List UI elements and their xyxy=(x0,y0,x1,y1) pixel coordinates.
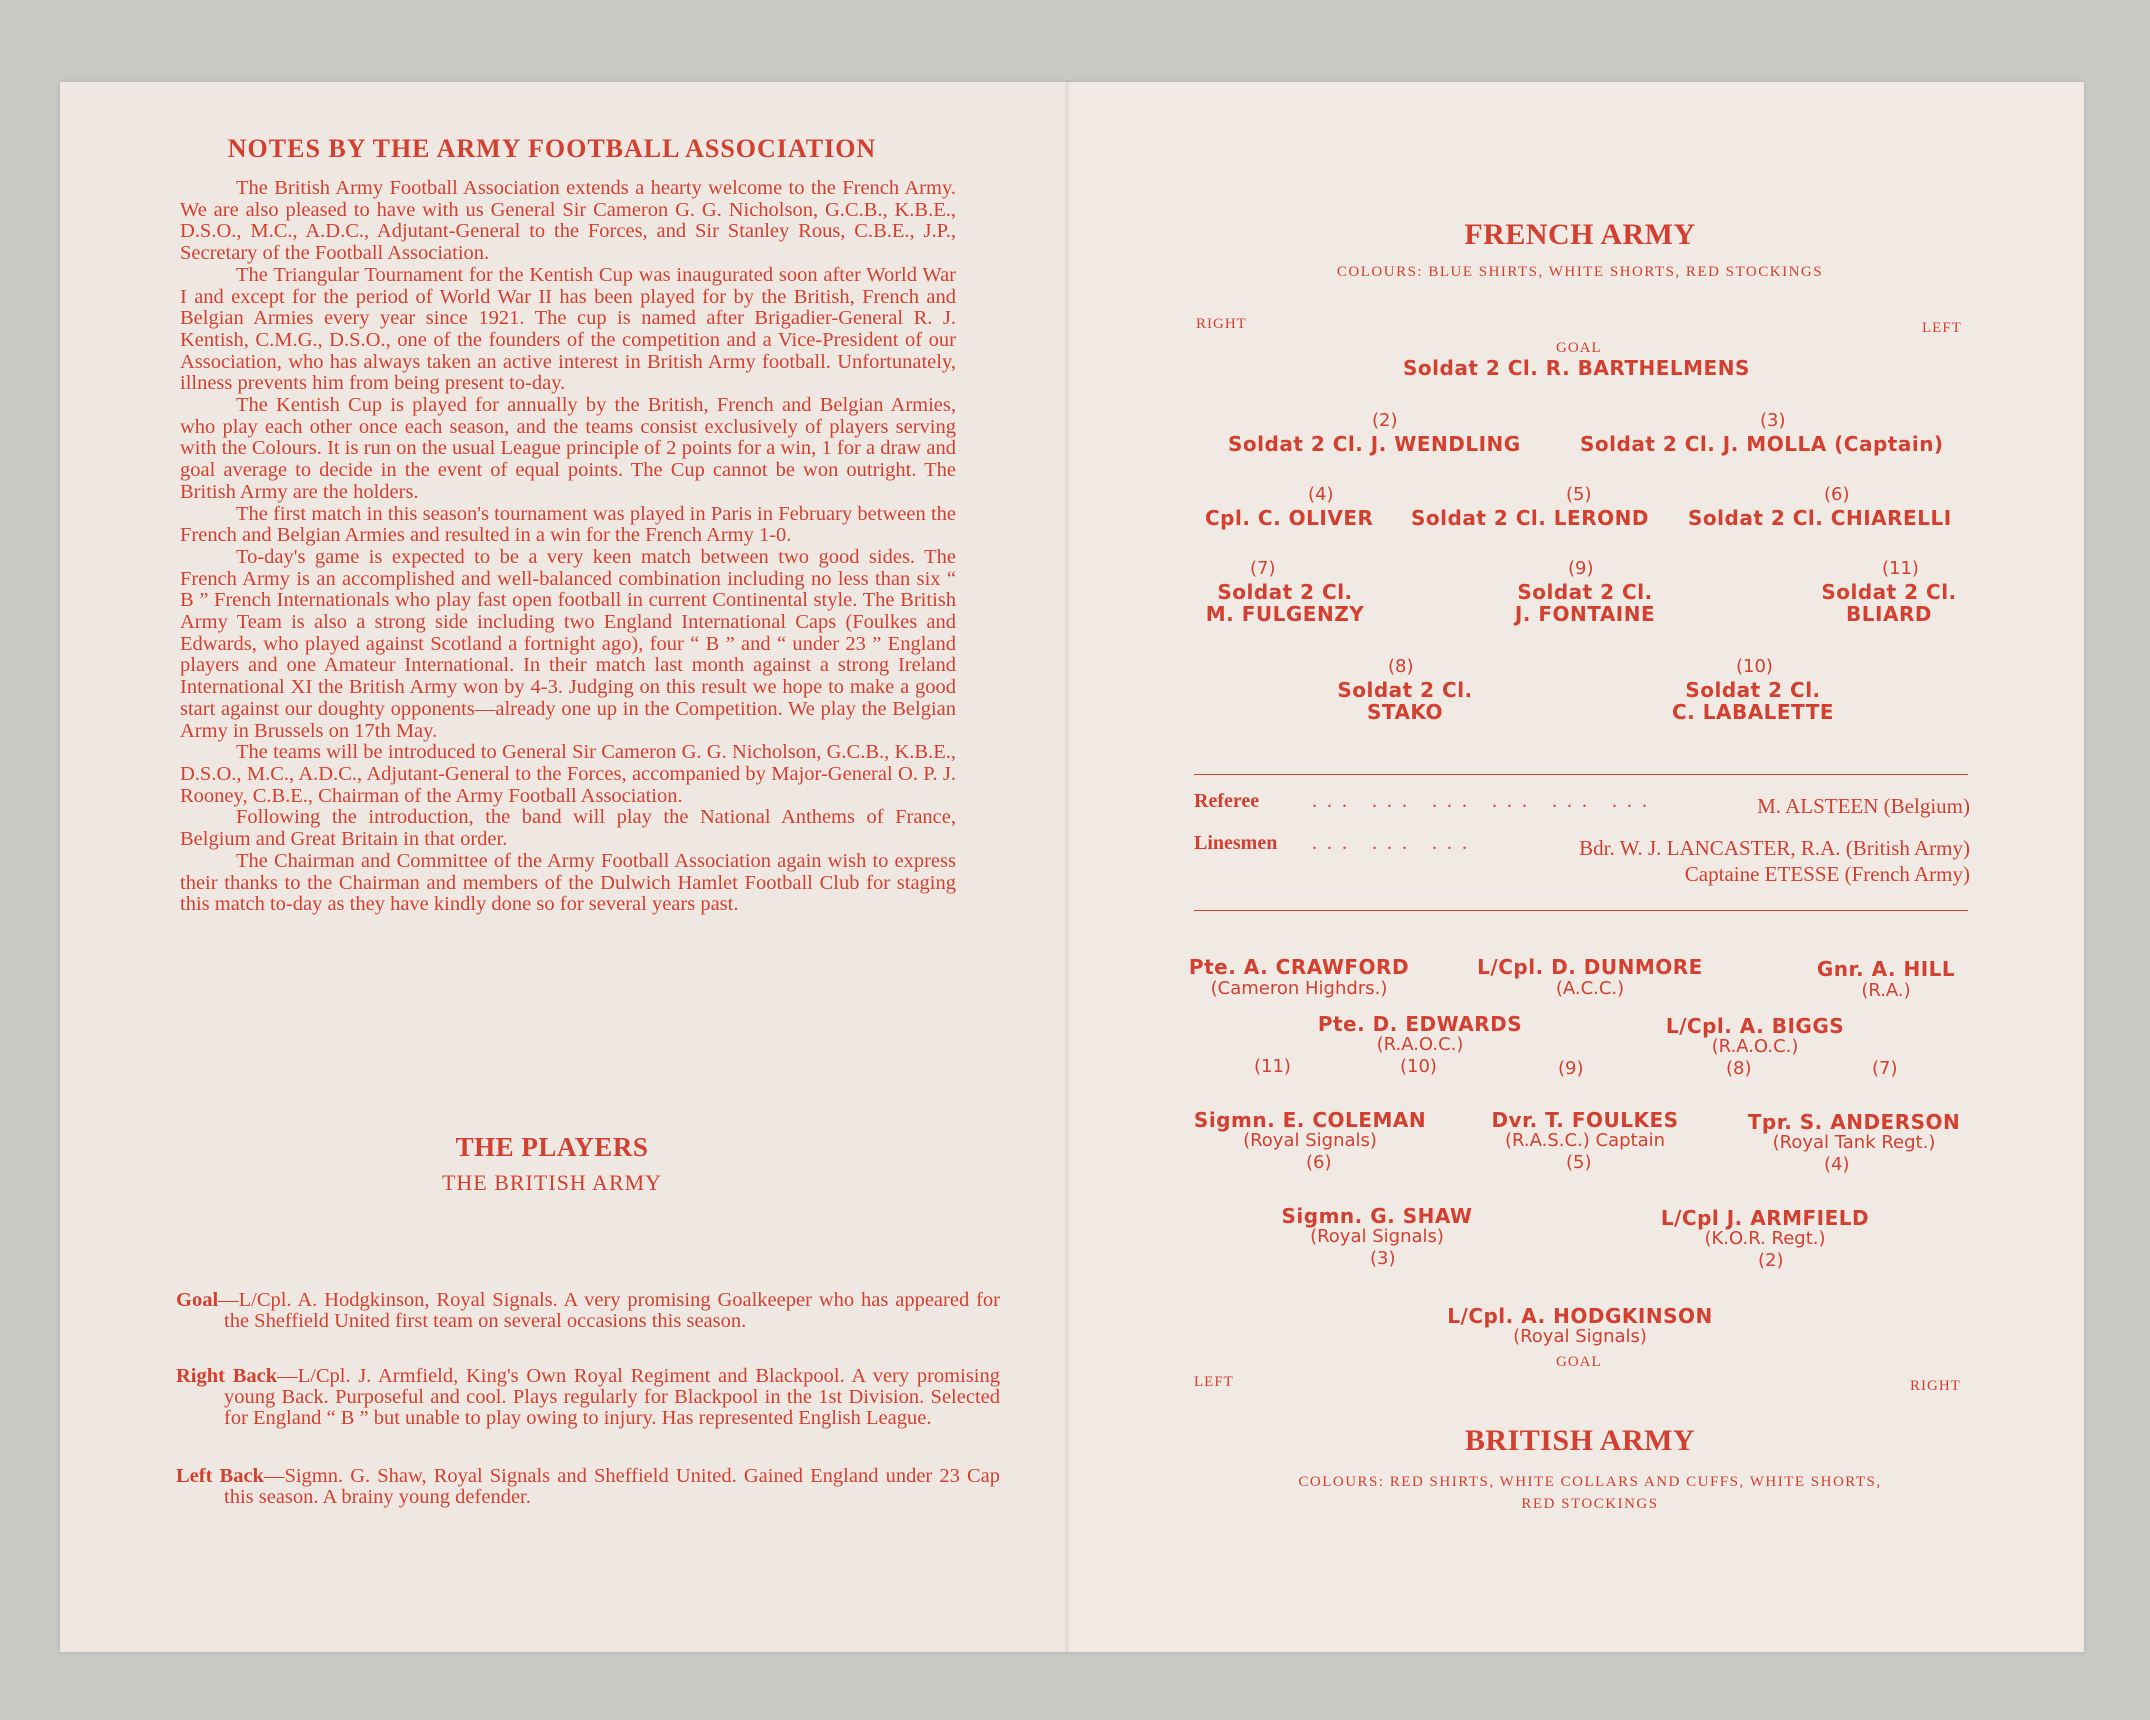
french-colours: COLOURS: BLUE SHIRTS, WHITE SHORTS, RED STOCKINGS xyxy=(1336,264,1824,280)
position-number: (10) xyxy=(1400,1056,1437,1077)
british-unit-armfield: (K.O.R. Regt.) xyxy=(1704,1228,1826,1249)
british-player-armfield: L/Cpl J. ARMFIELD xyxy=(1660,1206,1870,1230)
french-player-8-name: STAKO xyxy=(1366,700,1444,724)
linesman-1: Bdr. W. J. LANCASTER, R.A. (British Army) xyxy=(1579,836,1970,860)
left-label: LEFT xyxy=(1922,320,1962,336)
position-number: (7) xyxy=(1250,558,1276,579)
notes-paragraph: The Kentish Cup is played for annually by the British, French and Belgian Armies, who play each other once each season, and the teams consist exclusively of players serving with the Colours. It is run on the usual League principle of 2 points for a win, 1 for a draw and goal average to decide in the event of equal points. The Cup cannot be won outright. The British Army are the holders. xyxy=(180,394,956,503)
player-desc: —L/Cpl. J. Armfield, King's Own Royal Regiment and Blackpool. A very promising young Back. Purposeful and cool. Plays regularly for Blackpool in the 1st Division. Selected for England “ B ” but unable to play owing to injury. Has represented English League. xyxy=(224,1365,1000,1429)
referee-label: Referee xyxy=(1194,790,1260,812)
referee-name: M. ALSTEEN (Belgium) xyxy=(1757,794,1970,818)
french-player-4: Cpl. C. OLIVER xyxy=(1205,506,1374,530)
french-player-9-name: J. FONTAINE xyxy=(1514,602,1656,626)
position-number: (4) xyxy=(1824,1154,1850,1175)
position-number: (6) xyxy=(1306,1152,1332,1173)
british-player-shaw: Sigmn. G. SHAW xyxy=(1281,1204,1473,1228)
notes-paragraph: Following the introduction, the band will play the National Anthems of France, Belgium and Great Britain in that order. xyxy=(180,806,956,851)
notes-paragraph: The Triangular Tournament for the Kentish Cup was inaugurated soon after World War I and except for the period of World War II has been played for by the British, French and Belgian Armies every year since 1921. The cup is named after Brigadier-General R. J. Kentish, C.M.G., D.S.O., one of the founders of the competition and a Vice-President of our Association, who has always taken an active interest in British Army football. Unfortunately, illness prevents him from being present to-day. xyxy=(180,263,956,395)
french-player-5: Soldat 2 Cl. LEROND xyxy=(1411,506,1649,530)
french-player-7-name: M. FULGENZY xyxy=(1205,602,1365,626)
british-army-title: BRITISH ARMY xyxy=(1464,1424,1696,1457)
right-label-british: RIGHT xyxy=(1910,1378,1961,1394)
french-goalkeeper: Soldat 2 Cl. R. BARTHELMENS xyxy=(1403,356,1750,380)
french-player-10-rank: Soldat 2 Cl. xyxy=(1685,678,1821,702)
linesmen-dots: ... ... ... xyxy=(1312,832,1477,854)
player-role: Goal xyxy=(176,1289,219,1311)
players-subtitle: THE BRITISH ARMY xyxy=(441,1170,663,1195)
goal-label-british: GOAL xyxy=(1556,1354,1602,1370)
british-unit-crawford: (Cameron Highdrs.) xyxy=(1210,978,1388,999)
british-unit-foulkes: (R.A.S.C.) Captain xyxy=(1504,1130,1666,1151)
player-role: Left Back xyxy=(176,1465,264,1487)
position-number: (9) xyxy=(1568,558,1594,579)
british-unit-coleman: (Royal Signals) xyxy=(1243,1130,1377,1151)
british-unit-hodgkinson: (Royal Signals) xyxy=(1513,1326,1647,1347)
referee-dots: ... ... ... ... ... ... xyxy=(1312,790,1657,812)
notes-paragraph: The Chairman and Committee of the Army Football Association again wish to express their thanks to the Chairman and members of the Dulwich Hamlet Football Club for staging this match to-day as they have kindly done so for several years past. xyxy=(180,849,956,916)
position-number: (6) xyxy=(1824,484,1850,505)
french-player-11-name: BLIARD xyxy=(1846,602,1932,626)
british-colours-line1: COLOURS: RED SHIRTS, WHITE COLLARS AND CUFFS, WHITE SHORTS, xyxy=(1298,1474,1882,1490)
french-player-6: Soldat 2 Cl. CHIARELLI xyxy=(1688,506,1952,530)
divider-bottom xyxy=(1194,910,1968,911)
position-number: (10) xyxy=(1736,656,1773,677)
notes-paragraph: The British Army Football Association extends a hearty welcome to the French Army. We are also pleased to have with us General Sir Cameron G. G. Nicholson, G.C.B., K.B.E., D.S.O., M.C., A.D.C., Adjutant-General to the Forces, and Sir Stanley Rous, C.B.E., J.P., Secretary of the Football Association. xyxy=(180,177,956,265)
british-player-dunmore: L/Cpl. D. DUNMORE xyxy=(1477,955,1703,979)
french-player-11-rank: Soldat 2 Cl. xyxy=(1821,580,1957,604)
british-unit-edwards: (R.A.O.C.) xyxy=(1376,1034,1464,1055)
notes-body xyxy=(180,178,956,916)
british-player-foulkes: Dvr. T. FOULKES xyxy=(1491,1108,1679,1132)
divider-top xyxy=(1194,774,1968,775)
french-player-8-rank: Soldat 2 Cl. xyxy=(1337,678,1473,702)
player-desc: —Sigmn. G. Shaw, Royal Signals and Sheffield United. Gained England under 23 Cap this season. A brainy young defender. xyxy=(224,1465,1000,1508)
british-player-hill: Gnr. A. HILL xyxy=(1816,957,1956,981)
player-goal xyxy=(176,1290,1000,1332)
player-left-back xyxy=(176,1466,1000,1508)
british-player-crawford: Pte. A. CRAWFORD xyxy=(1188,955,1410,979)
position-number: (9) xyxy=(1558,1058,1584,1079)
british-player-biggs: L/Cpl. A. BIGGS xyxy=(1665,1014,1845,1038)
player-role: Right Back xyxy=(176,1365,278,1387)
notes-paragraph: The teams will be introduced to General Sir Cameron G. G. Nicholson, G.C.B., K.B.E., D.S.O., M.C., A.D.C., Adjutant-General to the Forces, accompanied by Major-General O. P. J. Rooney, C.B.E., Chairman of the Army Football Association. xyxy=(180,741,956,807)
position-number: (11) xyxy=(1882,558,1919,579)
notes-title: NOTES BY THE ARMY FOOTBALL ASSOCIATION xyxy=(227,134,877,163)
linesman-2: Captaine ETESSE (French Army) xyxy=(1684,862,1970,886)
french-player-7-rank: Soldat 2 Cl. xyxy=(1217,580,1353,604)
position-number: (8) xyxy=(1388,656,1414,677)
left-label-british: LEFT xyxy=(1194,1374,1234,1390)
position-number: (5) xyxy=(1566,1152,1592,1173)
position-number: (7) xyxy=(1872,1058,1898,1079)
british-unit-anderson: (Royal Tank Regt.) xyxy=(1772,1132,1936,1153)
player-right-back xyxy=(176,1366,1000,1429)
player-desc: —L/Cpl. A. Hodgkinson, Royal Signals. A very promising Goalkeeper who has appeared for the Sheffield United first team on several occasions this season. xyxy=(218,1289,1000,1332)
french-player-10-name: C. LABALETTE xyxy=(1672,700,1834,724)
british-unit-biggs: (R.A.O.C.) xyxy=(1711,1036,1799,1057)
british-unit-hill: (R.A.) xyxy=(1861,980,1911,1001)
linesmen-label: Linesmen xyxy=(1194,832,1278,854)
position-number: (3) xyxy=(1370,1248,1396,1269)
players-title: THE PLAYERS xyxy=(455,1132,649,1162)
right-label: RIGHT xyxy=(1196,316,1247,332)
french-army-title: FRENCH ARMY xyxy=(1464,218,1696,251)
french-player-2: Soldat 2 Cl. J. WENDLING xyxy=(1228,432,1521,456)
british-player-anderson: Tpr. S. ANDERSON xyxy=(1747,1110,1961,1134)
british-colours-line2: RED STOCKINGS xyxy=(1521,1496,1659,1512)
position-number: (8) xyxy=(1726,1058,1752,1079)
position-number: (4) xyxy=(1308,484,1334,505)
french-player-3: Soldat 2 Cl. J. MOLLA (Captain) xyxy=(1580,432,1944,456)
position-number: (5) xyxy=(1566,484,1592,505)
french-player-9-rank: Soldat 2 Cl. xyxy=(1517,580,1653,604)
british-unit-shaw: (Royal Signals) xyxy=(1310,1226,1444,1247)
position-number: (2) xyxy=(1372,410,1398,431)
british-player-edwards: Pte. D. EDWARDS xyxy=(1317,1012,1523,1036)
page-gutter xyxy=(1066,82,1070,1652)
position-number: (11) xyxy=(1254,1056,1291,1077)
goal-label: GOAL xyxy=(1556,340,1602,356)
notes-paragraph: To-day's game is expected to be a very keen match between two good sides. The French Army is an accomplished and well-balanced combination including no less than six “ B ” French Internationals who play fast open football in current Continental style. The British Army Team is also a strong side including two England International Caps (Foulkes and Edwards, who played against Scotland a fortnight ago), four “ B ” and “ under 23 ” England players and one Amateur International. In their match last month against a strong Ireland International XI the British Army won by 4-3. Judging on this result we hope to make a good start against our doughty opponents—already one up in the Competition. We play the Belgian Army in Brussels on 17th May. xyxy=(180,545,956,742)
british-unit-dunmore: (A.C.C.) xyxy=(1555,978,1625,999)
position-number: (3) xyxy=(1760,410,1786,431)
british-goalkeeper: L/Cpl. A. HODGKINSON xyxy=(1447,1304,1713,1328)
notes-paragraph: The first match in this season's tournament was played in Paris in February between the French and Belgian Armies and resulted in a win for the French Army 1-0. xyxy=(180,502,956,547)
position-number: (2) xyxy=(1758,1250,1784,1271)
british-player-coleman: Sigmn. E. COLEMAN xyxy=(1193,1108,1427,1132)
